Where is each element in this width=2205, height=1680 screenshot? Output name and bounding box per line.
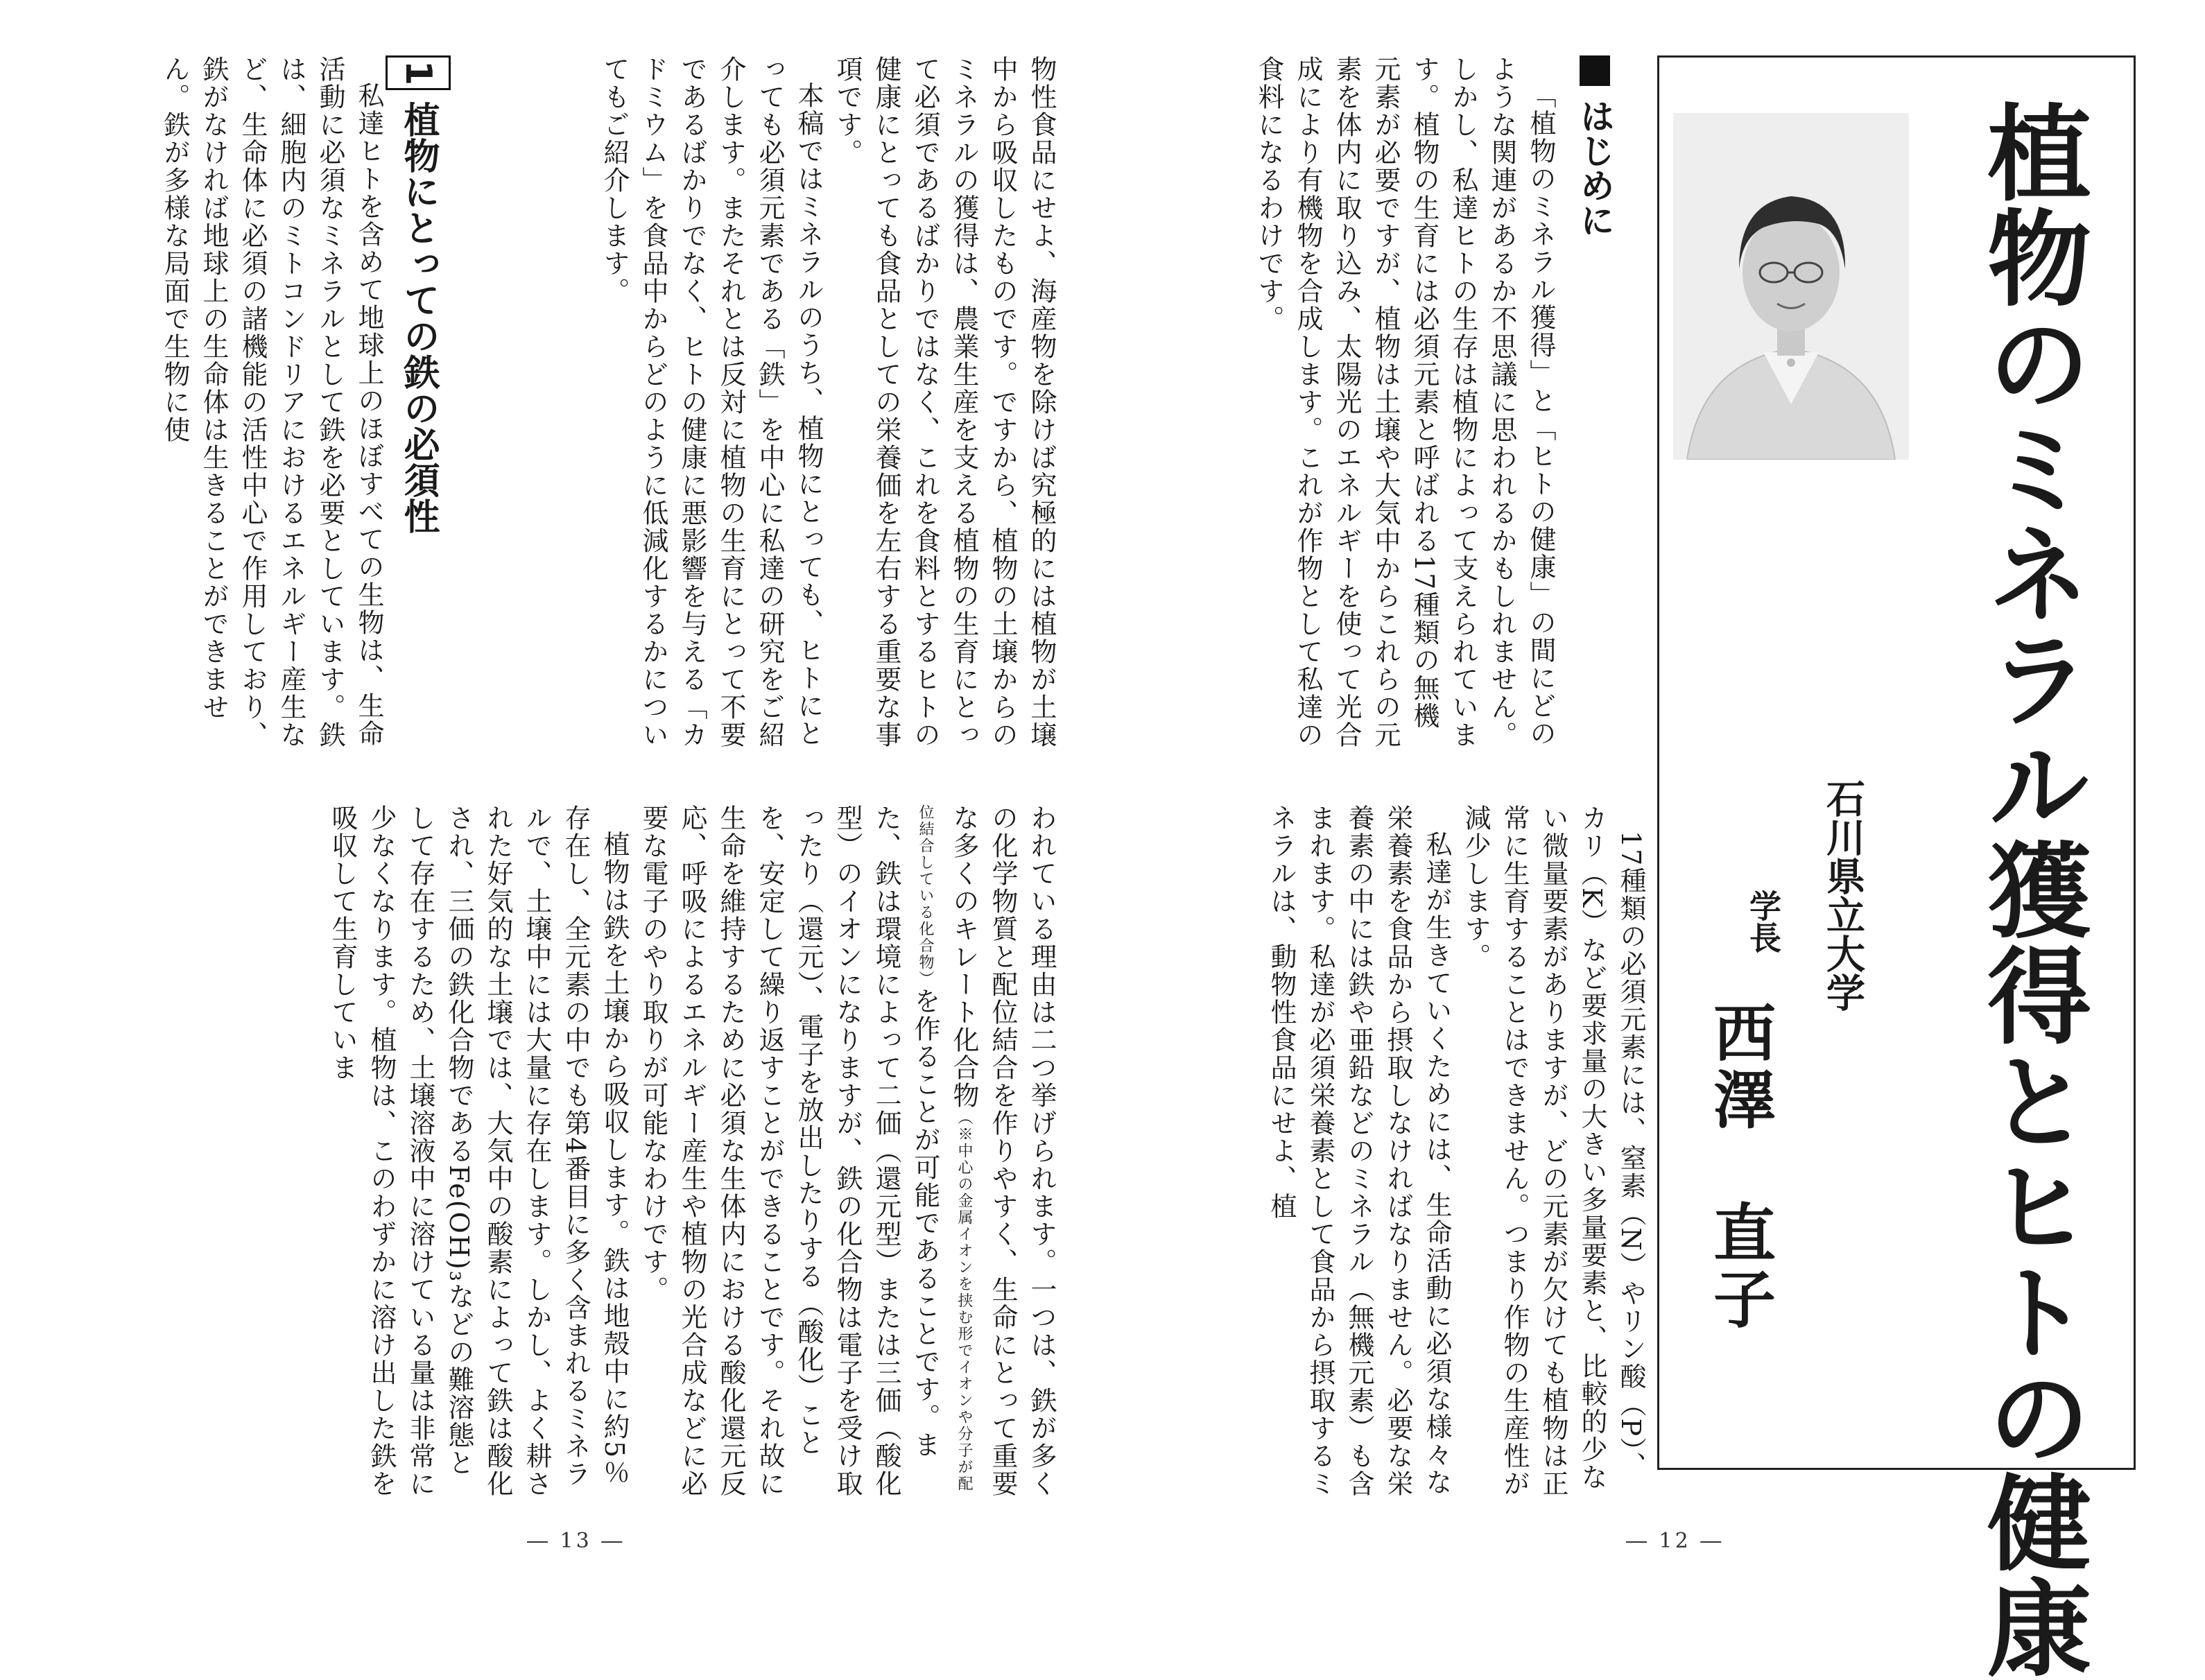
section1-text-lower (55, 804, 1061, 1498)
paragraph: 本稿ではミネラルのうち、植物にとっても、ヒトにとっても必須元素である「鉄」を中心に私達の研究をご紹介します。またそれとは反対に植物の生育にとって不要であるばかりでなく、ヒトの健康に悪影響を与える「カドミウム」を食品中からどのように低減化するかについてもご紹介します。 (599, 55, 824, 749)
paragraph (634, 804, 1061, 1498)
section-heading-1-label: 植物にとっての鉄の必須性 (397, 101, 439, 535)
intro-text-lower (1165, 804, 1650, 1498)
intro-text-continued (478, 55, 1061, 749)
page-number-right: ― 12 ― (1626, 1529, 1724, 1553)
section-heading-1 (395, 55, 451, 596)
section-heading-intro-label: はじめに (1575, 98, 1615, 237)
paragraph: 私達ヒトを含めて地球上のほぼすべての生物は、生命活動に必須なミネラルとして鉄を必要としています。鉄は、細胞内のミトコンドリアにおけるエネルギー産生など、生命体に必須の諸機能の活性中心で作用しており、鉄がなければ地球上の生命体は生きることができません。鉄が多様な局面で生物に使 (159, 55, 384, 749)
paragraph-segment: われている理由は二つ挙げられます。一つは、鉄が多くの化学物質と配位結合を作りやすく、生命にとって重要な多くのキレート化合物 (949, 804, 1057, 1498)
author-affiliation: 石川県立大学 (1820, 779, 1866, 1012)
paragraph: 植物は鉄を土壌から吸収します。鉄は地殻中に約5％存在し、全元素の中でも第4番目に多く含まれるミネラルで、土壌中には大量に存在します。しかし、よく耕された好気的な土壌では、大気中の酸素によって鉄は酸化され、三価の鉄化合物であるFe(OH)₃などの難溶態として存在するため、土壌溶液中に溶けている量は非常に少なくなります。植物は、このわずかに溶け出した鉄を吸収して生育していま (327, 804, 630, 1498)
footnote-annotation: （※中心の金属イオンを挟む形でイオンや分子が配位結合している化合物） (917, 804, 973, 1492)
page-number-left: ― 13 ― (527, 1529, 625, 1553)
section-number: 1 (386, 55, 451, 90)
square-bullet-icon (1580, 55, 1610, 86)
section-heading-intro (1571, 55, 1619, 284)
paragraph: 17種類の必須元素には、窒素（N）やリン酸（P）、カリ（K）など要求量の大きい多量要素と、比較的少ない微量要素がありますが、どの元素が欠けても植物は正常に生育することはできません。つまり作物の生産性が減少します。 (1460, 804, 1646, 1498)
intro-text-upper (1165, 55, 1560, 749)
author-name: 西澤 直子 (1702, 1001, 1776, 1333)
portrait-illustration (1673, 113, 1909, 460)
article-title: 植物のミネラル獲得とヒトの健康 (1969, 99, 2090, 1680)
section1-text-upper (55, 55, 388, 749)
author-role: 学長 (1745, 890, 1782, 953)
paragraph: 私達が生きていくためには、生命活動に必須な様々な栄養素を食品から摂取しなければなりません。必要な栄養素の中には鉄や亜鉛などのミネラル（無機元素）も含まれます。私達が必須栄養素として食品から摂取するミネラルは、動物性食品にせよ、植 (1266, 804, 1452, 1498)
author-photo (1673, 113, 1909, 460)
paragraph-segment: を作ることが可能であることです。また、鉄は環境によって二価（還元型）または三価（酸化型）のイオンになりますが、鉄の化合物は電子を受け取ったり（還元）、電子を放出したりする（酸化）ことを、安定して繰り返すことができることです。それ故に生命を維持するために必須な生体内における酸化還元反応、呼吸によるエネルギー産生や植物の光合成などに必要な電子のやり取りが可能なわけです。 (638, 804, 940, 1498)
paragraph: 物性食品にせよ、海産物を除けば究極的には植物が土壌中から吸収したものです。ですから、植物の土壌からのミネラルの獲得は、農業生産を支える植物の生育にとって必須であるばかりではなく、これを食料とするヒトの健康にとっても食品としての栄養価を左右する重要な事項です。 (832, 55, 1057, 749)
paragraph: 「植物のミネラル獲得」と「ヒトの健康」の間にどのような関連があるか不思議に思われるかもしれません。しかし、私達ヒトの生存は植物によって支えられています。植物の生育には必須元素と呼ばれる17種類の無機元素が必要ですが、植物は土壌や大気中からこれらの元素を体内に取り込み、太陽光のエネルギーを使って光合成により有機物を合成します。これが作物として私達の食料になるわけです。 (1254, 55, 1556, 749)
